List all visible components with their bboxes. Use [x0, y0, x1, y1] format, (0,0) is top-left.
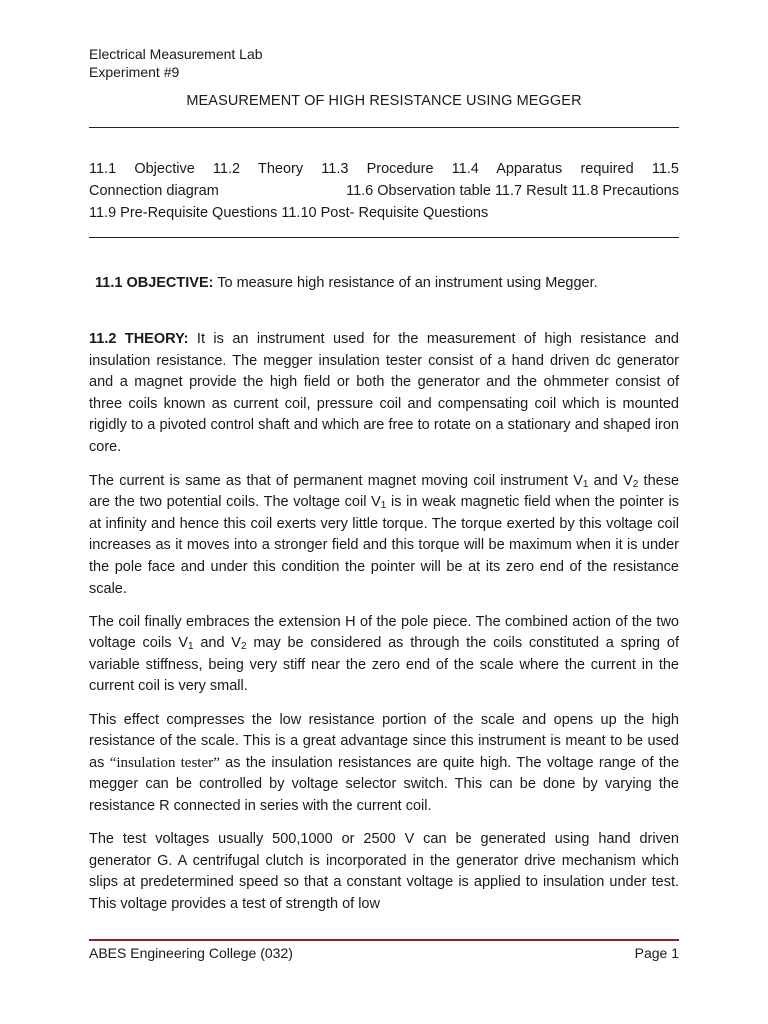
- objective-section: [95, 272, 675, 294]
- footer-divider: [89, 939, 679, 941]
- toc-line-2b: 11.6 Observation table 11.7 Result 11.8 Precautions: [346, 183, 679, 199]
- experiment-number: Experiment #9: [89, 64, 180, 80]
- divider-top: [89, 127, 679, 128]
- objective-heading: 11.1 OBJECTIVE:: [95, 275, 214, 291]
- footer-college: ABES Engineering College (032): [89, 945, 293, 961]
- lab-name: Electrical Measurement Lab: [89, 46, 263, 62]
- page-footer: [89, 945, 679, 961]
- table-of-contents: [89, 158, 679, 224]
- page-number: Page 1: [634, 945, 679, 961]
- page-title: MEASUREMENT OF HIGH RESISTANCE USING MEGGER: [186, 93, 582, 109]
- toc-line-2: [89, 180, 679, 202]
- toc-line-3: 11.9 Pre-Requisite Questions 11.10 Post- Requisite Questions: [89, 205, 489, 221]
- theory-paragraph-3: The coil finally embraces the extension H of the pole piece. The combined action of the two voltage coils $V_1$ and $V_2$ may be considered as through the coils constituted a spring of variable stiffness, being very stiff near the zero end of the scale where the current in the current coil is very small.: [89, 613, 679, 695]
- theory-paragraph-4: This effect compresses the low resistance portion of the scale and opens up the high resistance of the scale. This is a great advantage since this instrument is meant to be used as “insulation tester” as the insulation resistances are quite high. The voltage range of the megger can be controlled by voltage selector switch. This can be done by varying the resistance R connected in series with the current coil.: [89, 711, 680, 814]
- theory-section: [89, 329, 679, 927]
- theory-paragraph-5: The test voltages usually 500,1000 or 2500 V can be generated using hand driven generator G. A centrifugal clutch is incorporated in the generator drive mechanism which slips at predetermined speed so that a constant voltage is applied to insulation under test. This voltage provides a test of strength of low: [89, 830, 679, 912]
- toc-line-1: 11.1 Objective 11.2 Theory 11.3 Procedure 11.4 Apparatus required 11.5: [89, 161, 679, 177]
- objective-text: To measure high resistance of an instrument using Megger.: [213, 275, 598, 291]
- toc-line-2a: Connection diagram: [89, 183, 219, 199]
- theory-paragraph-1: 11.2 THEORY: It is an instrument used for the measurement of high resistance and insulation resistance. The megger insulation tester consist of a hand driven dc generator and a magnet provide the high field or both the generator and the ohmmeter consist of three coils known as current coil, pressure coil and compensating coil which is mounted rigidly to a pivoted control shaft and which are free to rotate on a stationary and shaped iron core.: [89, 331, 679, 455]
- page-header: [89, 45, 263, 81]
- theory-heading: 11.2 THEORY:: [89, 331, 189, 347]
- divider-bottom: [89, 237, 679, 238]
- theory-paragraph-2: The current is same as that of permanent magnet moving coil instrument $V_1$ and $V_2$ these are the two potential coils. The voltage coil $V_1$ is in weak magnetic field when the pointer is at infinity and hence this coil exerts very little torque. The torque exerted by this voltage coil increases as it moves into a stronger field and this torque will be maximum when it is under the pole face and under this condition the pointer will be at its zero end of the resistance scale.: [89, 472, 680, 597]
